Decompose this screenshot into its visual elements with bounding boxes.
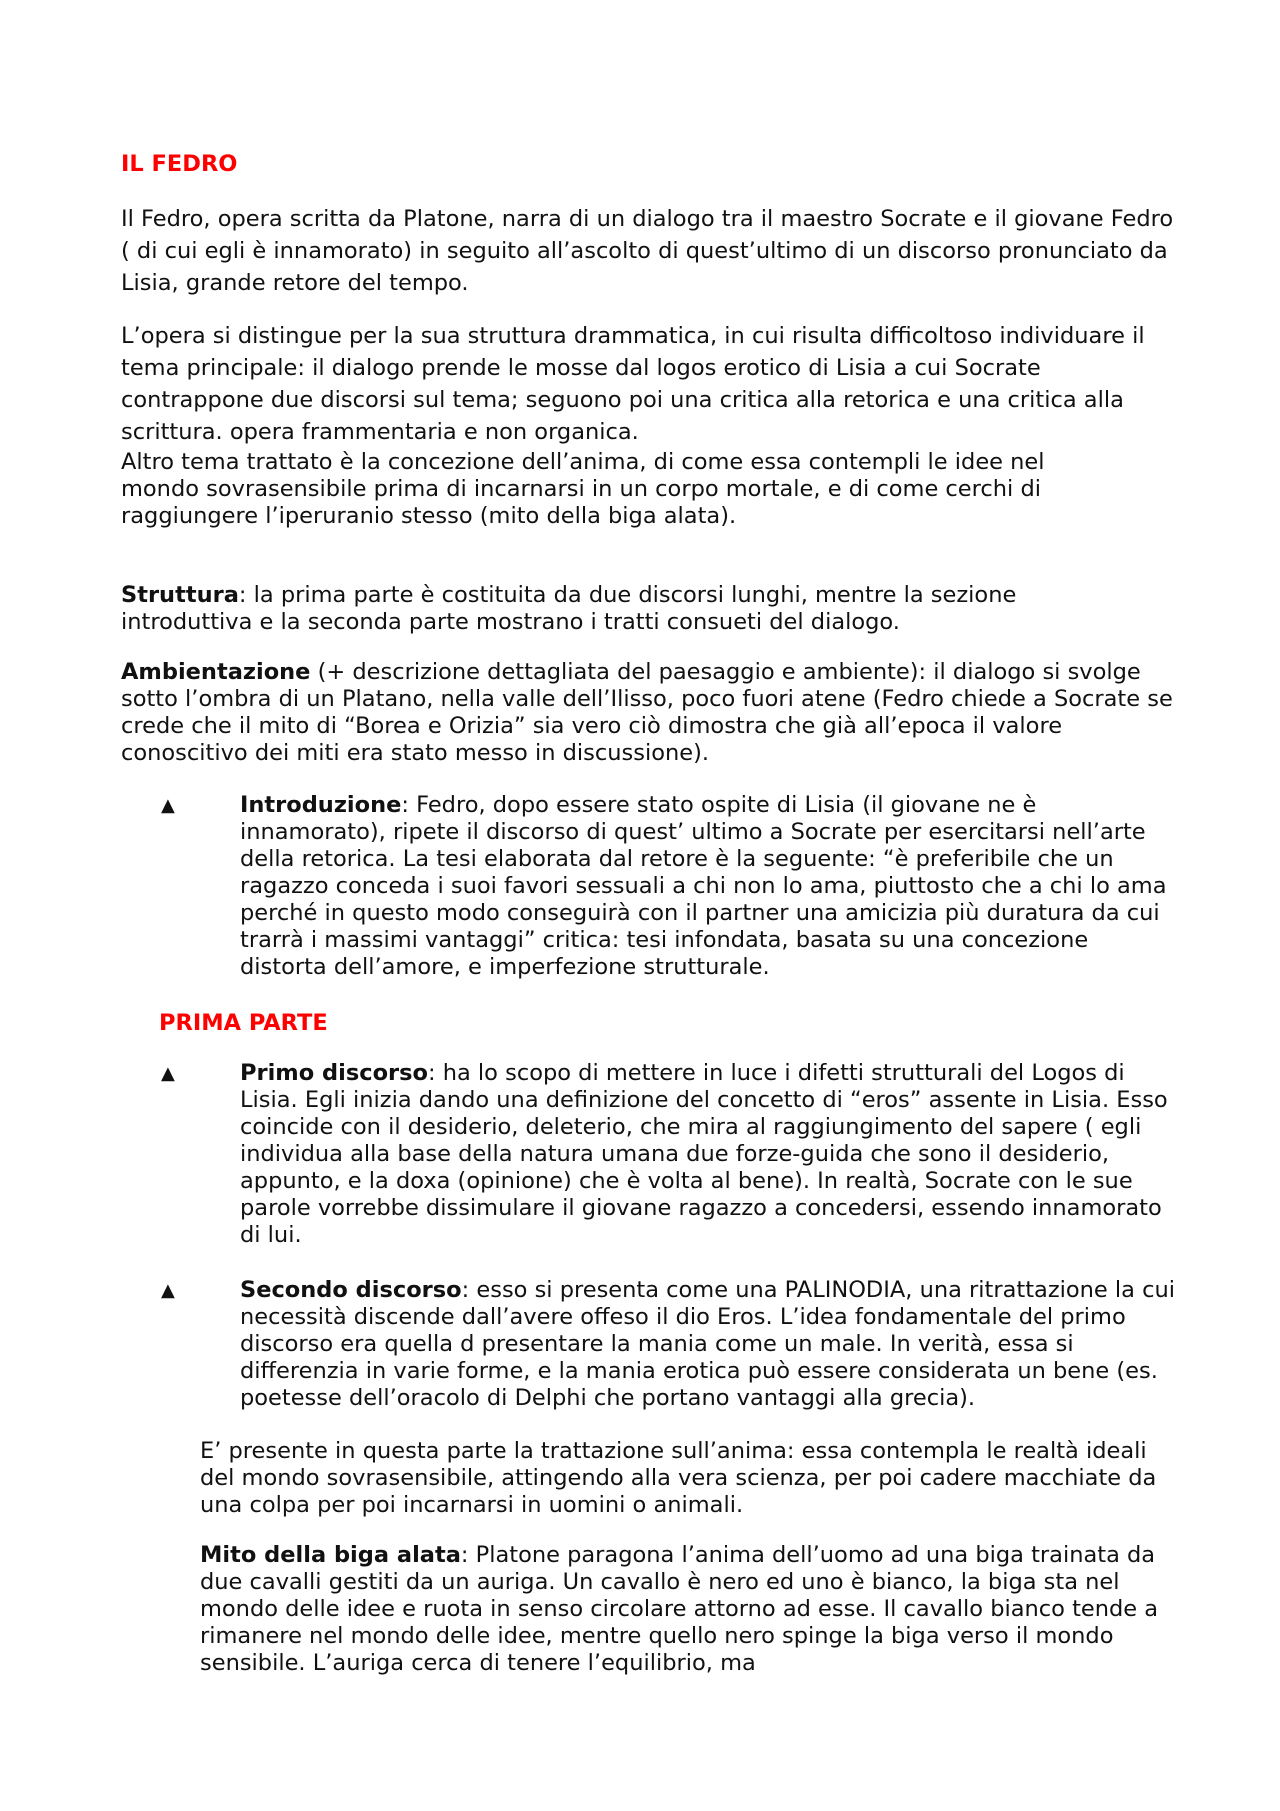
opera-paragraph: L’opera si distingue per la sua struttura drammatica, in cui risulta difficoltoso individuare il tema principale: il dialogo prende le mosse dal logos erotico di Lisia a cui Socrate contrappone due discorsi sul tema; seguono poi una critica alla retorica e una critica alla scrittura. opera frammentaria e non organica. [121, 323, 1145, 445]
intro-paragraph: Il Fedro, opera scritta da Platone, narra di un dialogo tra il maestro Socrate e il giovane Fedro ( di cui egli è innamorato) in seguito all’ascolto di quest’ultimo di un discorso pronunciato da Lisia, grande retore del tempo. [121, 206, 1174, 296]
struttura-paragraph [121, 582, 1121, 636]
primo-discorso-paragraph [240, 1060, 1181, 1249]
secondo-discorso-paragraph [240, 1277, 1181, 1412]
triangle-bullet-icon: ▲ [161, 1063, 175, 1084]
ambientazione-paragraph [121, 659, 1181, 767]
introduzione-text: : Fedro, dopo essere stato ospite di Lisia (il giovane ne è innamorato), ripete il discorso di quest’ ultimo a Socrate per esercitarsi nell’arte della retorica. La tesi elaborata dal retore è la seguente: “è preferibile che un ragazzo conceda i suoi favori sessuali a chi non lo ama, piuttosto che a chi lo ama perché in questo modo conseguirà con il partner una amicizia più duratura da cui trarrà i massimi vantaggi” critica: tesi infondata, basata su una concezione distorta dell’amore, e imperfezione strutturale. [240, 792, 1167, 980]
mito-text: : Platone paragona l’anima dell’uomo ad una biga trainata da due cavalli gestiti da un auriga. Un cavallo è nero ed uno è bianco, la biga sta nel mondo delle idee e ruota in senso circolare attorno ad esse. Il cavallo bianco tende a rimanere nel mondo delle idee, mentre quello nero spinge la biga verso il mondo sensibile. L’auriga cerca di tenere l’equilibrio, ma [200, 1542, 1159, 1676]
mito-paragraph [200, 1542, 1181, 1677]
primo-discorso-label: Primo discorso [240, 1060, 428, 1086]
anima-paragraph: E’ presente in questa parte la trattazione sull’anima: essa contempla le realtà ideali del mondo sovrasensibile, attingendo alla vera scienza, per poi cadere macchiate da una colpa per poi incarnarsi in uomini o animali. [200, 1438, 1157, 1518]
struttura-text: : la prima parte è costituita da due discorsi lunghi, mentre la sezione introduttiva e la seconda parte mostrano i tratti consueti del dialogo. [121, 582, 1017, 635]
ambientazione-label: Ambientazione [121, 659, 311, 685]
introduzione-label: Introduzione [240, 792, 402, 818]
section-heading-prima-parte: PRIMA PARTE [159, 1010, 328, 1036]
secondo-discorso-text: : esso si presenta come una PALINODIA, una ritrattazione la cui necessità discende dall’avere offeso il dio Eros. L’idea fondamentale del primo discorso era quella d presentare la mania come un male. In verità, essa si differenzia in varie forme, e la mania erotica può essere considerata un bene (es. poetesse dell’oracolo di Delphi che portano vantaggi alla grecia). [240, 1277, 1175, 1411]
bullet-item-secondo-discorso [161, 1277, 1181, 1412]
secondo-discorso-label: Secondo discorso [240, 1277, 462, 1303]
primo-discorso-text: : ha lo scopo di mettere in luce i difetti strutturali del Logos di Lisia. Egli inizia dando una definizione del concetto di “eros” assente in Lisia. Esso coincide con il desiderio, deleterio, che mira al raggiungimento del sapere ( egli individua alla base della natura umana due forze-guida che sono il desiderio, appunto, e la doxa (opinione) che è volta al bene). In realtà, Socrate con le sue parole vorrebbe dissimulare il giovane ragazzo a concedersi, essendo innamorato di lui. [240, 1060, 1168, 1248]
ambientazione-text: (+ descrizione dettagliata del paesaggio e ambiente): il dialogo si svolge sotto l’ombra di un Platano, nella valle dell’Ilisso, poco fuori atene (Fedro chiede a Socrate se crede che il mito di “Borea e Orizia” sia vero ciò dimostra che già all’epoca il valore conoscitivo dei miti era stato messo in discussione). [121, 659, 1173, 766]
triangle-bullet-icon: ▲ [161, 795, 175, 816]
introduzione-paragraph [240, 792, 1181, 981]
struttura-label: Struttura [121, 582, 239, 608]
altro-tema-paragraph: Altro tema trattato è la concezione dell’anima, di come essa contempli le idee nel mondo sovrasensibile prima di incarnarsi in un corpo mortale, e di come cerchi di raggiungere l’iperuranio stesso (mito della biga alata). [121, 449, 1045, 529]
mito-label: Mito della biga alata [200, 1542, 461, 1568]
triangle-bullet-icon: ▲ [161, 1280, 175, 1301]
bullet-item-primo-discorso [161, 1060, 1181, 1249]
document-title: IL FEDRO [121, 151, 238, 177]
bullet-item-introduzione [161, 792, 1181, 981]
